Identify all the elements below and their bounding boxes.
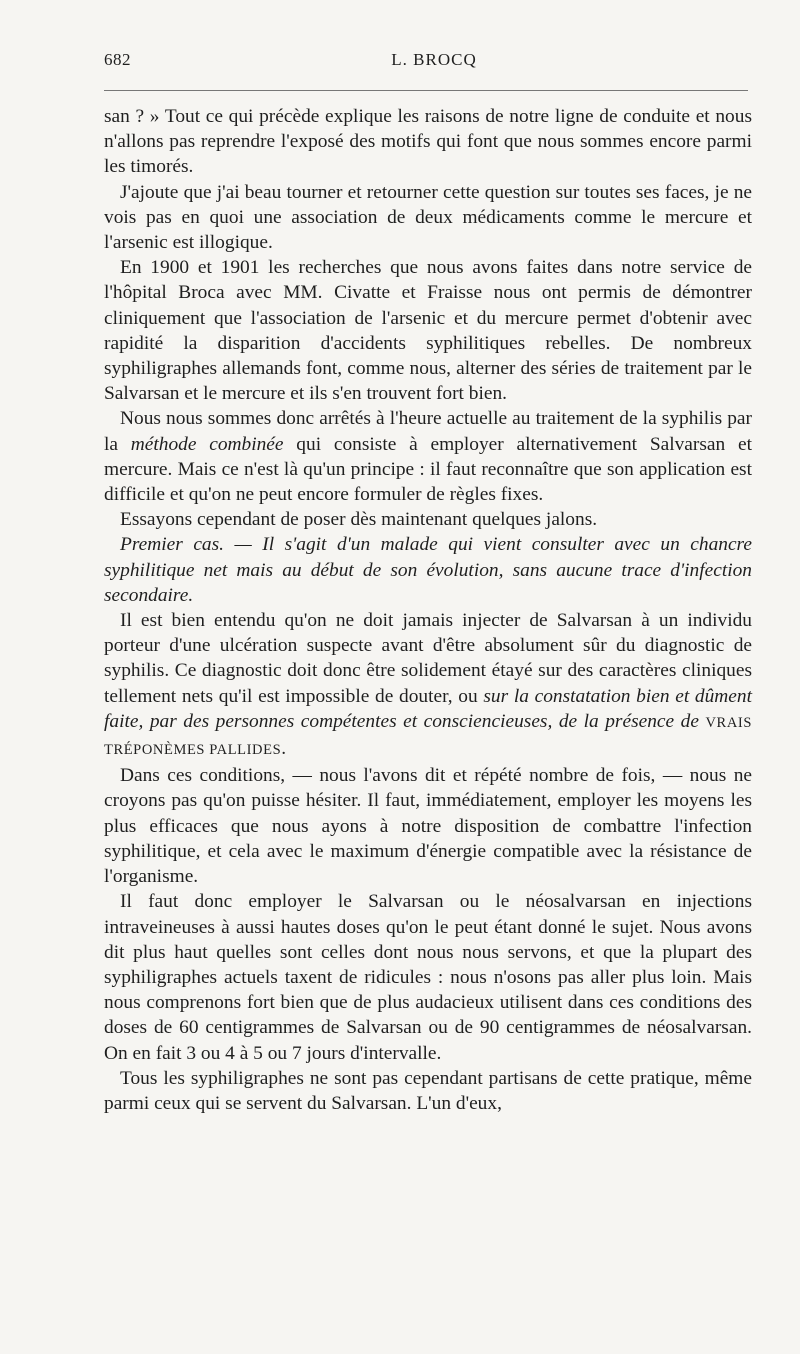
paragraph-text: Nous nous sommes donc arrêtés à l'heure actuelle au traitement de la syphilis par la	[104, 408, 752, 455]
paragraph-text: .	[281, 738, 287, 760]
paragraph: J'ajoute que j'ai beau tourner et retourner cette question sur toutes ses faces, je ne vois pas en quoi une association de deux médicaments comme le mercure et l'arsenic est illogique.	[104, 181, 752, 254]
page-number: 682	[104, 50, 131, 69]
paragraph-text: qui consiste à employer alternativement Salvarsan et mercure. Mais ce n'est là qu'un principe : il faut reconnaître que son application est difficile et qu'on ne peut encore formuler de règles fixes.	[104, 433, 752, 506]
body-text	[104, 104, 752, 1116]
header-rule	[104, 90, 748, 91]
emphasis-text: méthode combinée	[130, 433, 284, 455]
paragraph-text: Il est bien entendu qu'on ne doit jamais injecter de Salvarsan à un individu porteur d'une ulcération suspecte avant d'être absolument sûr du diagnostic de syphilis. Ce diagnostic doit donc être solidement étayé sur des caractères cliniques tellement nets qu'il est impossible de douter, ou	[104, 610, 752, 707]
paragraph: Essayons cependant de poser dès maintenant quelques jalons.	[120, 509, 598, 531]
emphasis-text: sur la constatation bien et dûment faite, par des personnes compétentes et consciencieuses, de la présence de	[104, 685, 752, 732]
paragraph-continuation: san ? » Tout ce qui précède explique les raisons de notre ligne de conduite et nous n'allons pas reprendre l'exposé des motifs qui font que nous sommes encore parmi les timorés.	[104, 106, 752, 178]
paragraph: En 1900 et 1901 les recherches que nous avons faites dans notre service de l'hôpital Broca avec MM. Civatte et Fraisse nous ont permis de démontrer cliniquement que l'association de l'arsenic et du mercure permet d'obtenir avec rapidité la disparition d'accidents syphilitiques rebelles. De nombreux syphiligraphes allemands font, comme nous, alterner des séries de traitement par le Salvarsan et le mercure et ils s'en trouvent fort bien.	[104, 257, 752, 405]
case-heading: Premier cas. — Il s'agit d'un malade qui vient consulter avec un chancre syphilitique net mais au début de son évolution, sans aucune trace d'infection secondaire.	[104, 534, 752, 606]
paragraph	[104, 406, 752, 507]
paragraph: Il faut donc employer le Salvarsan ou le néosalvarsan en injections intraveineuses à aussi hautes doses qu'on le peut étant donné le sujet. Nous avons dit plus haut quelles sont celles dont nous nous servons, et que la plupart des syphiligraphes actuels taxent de ridicules : nous n'osons pas aller plus loin. Mais nous comprenons fort bien que de plus audacieux utilisent dans ces conditions des doses de 60 centigrammes de Salvarsan ou de 90 centigrammes de néosalvarsan. On en fait 3 ou 4 à 5 ou 7 jours d'intervalle.	[104, 891, 752, 1064]
paragraph	[104, 608, 752, 763]
paragraph: Dans ces conditions, — nous l'avons dit et répété nombre de fois, — nous ne croyons pas qu'on puisse hésiter. Il faut, immédiatement, employer les moyens les plus efficaces que nous ayons à notre disposition de combattre l'infection syphilitique, et cela avec le maximum d'énergie compatible avec la résistance de l'organisme.	[104, 765, 752, 888]
smallcaps-text: VRAIS TRÉPONÈMES PALLIDES	[104, 714, 752, 759]
paragraph: Tous les syphiligraphes ne sont pas cependant partisans de cette pratique, même parmi ceux qui se servent du Salvarsan. L'un d'eux,	[104, 1067, 752, 1114]
running-title: L. BROCQ	[391, 50, 477, 69]
